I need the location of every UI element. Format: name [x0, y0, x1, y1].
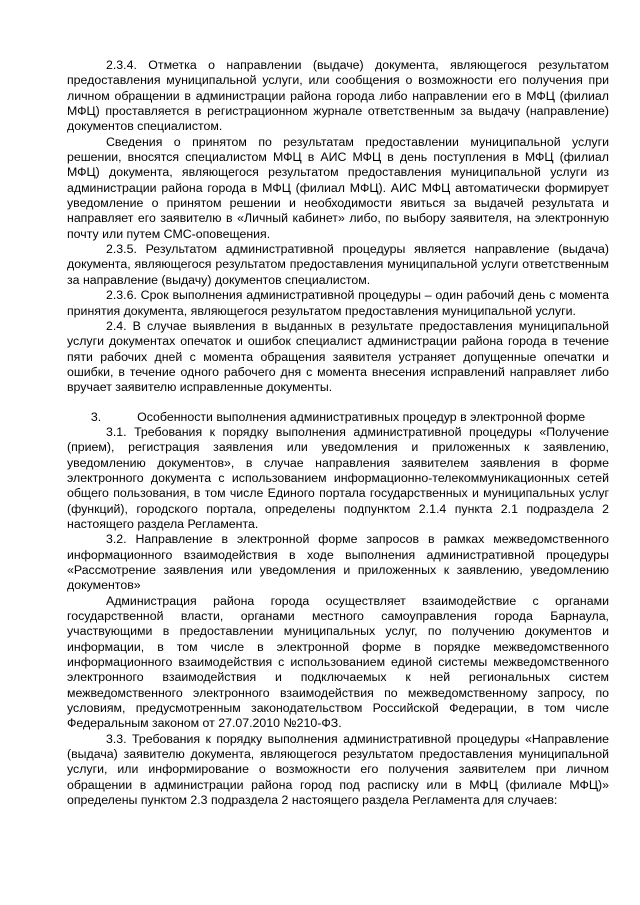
section-heading [67, 410, 609, 425]
document-page [67, 58, 609, 809]
paragraph-3-1: 3.1. Требования к порядку выполнения административной процедуры «Получение (прием), регистрация заявления или уведомления и приложенных к заявлению, уведомлению документов», в случае направления заявителем заявления в форме электронного документа с использованием информационно-телекоммуникационных сетей общего пользования, в том числе Единого портала государственных и муниципальных услуг (функций), городского портала, определены подпунктом 2.1.4 пункта 2.1 подраздела 2 настоящего раздела Регламента. [67, 424, 609, 531]
paragraph-decision-info: Сведения о принятом по результатам предоставлении муниципальной услуги решении, вносятся специалистом МФЦ в АИС МФЦ в день поступления в МФЦ (филиал МФЦ) документа, являющегося результатом предоставления муниципальной услуги из администрации района города в МФЦ (филиал МФЦ). АИС МФЦ автоматически формирует уведомление о принятом решении и необходимости явиться за выдачей результата и направляет его заявителю в «Личный кабинет» либо, по выбору заявителя, на электронную почту или путем СМС-оповещения. [67, 134, 609, 241]
section-number: 3. [90, 409, 102, 424]
paragraph-interaction: Администрация района города осуществляет взаимодействие с органами государственной власти, органами местного самоуправления города Барнаула, участвующими в предоставлении муниципальных услуг, по получению документов и информации, в том числе в электронной форме в порядке межведомственного информационного взаимодействия с использованием единой системы межведомственного электронного взаимодействия и подключаемых к ней региональных систем межведомственного электронного взаимодействия по межведомственному запросу, по условиям, предусмотренным законодательством Российской Федерации, в том числе Федеральным законом от 27.07.2010 №210-ФЗ. [67, 593, 609, 731]
paragraph-2-4: 2.4. В случае выявления в выданных в результате предоставления муниципальной услуги документах опечаток и ошибок специалист администрации района города в течение пяти рабочих дней с момента обращения заявителя устраняет допущенные опечатки и ошибки, в течение одного рабочего дня с момента внесения исправлений направляет либо вручает заявителю исправленные документы. [67, 318, 609, 395]
paragraph-2-3-6: 2.3.6. Срок выполнения административной процедуры – один рабочий день с момента принятия документа, являющегося результатом предоставления муниципальной услуги. [67, 288, 609, 318]
paragraph-2-3-5: 2.3.5. Результатом административной процедуры является направление (выдача) документа, являющегося результатом предоставления муниципальной услуги ответственным за направление (выдачу) документов специалистом. [67, 242, 609, 287]
section-title: Особенности выполнения административных процедур в электронной форме [137, 409, 586, 424]
paragraph-2-3-4: 2.3.4. Отметка о направлении (выдаче) документа, являющегося результатом предоставления муниципальной услуги, или сообщения о возможности его получения при личном обращении в администрации района города либо направлении его в МФЦ (филиал МФЦ) проставляется в регистрационном журнале ответственным за выдачу (направление) документов специалистом. [67, 58, 609, 134]
paragraph-3-2: 3.2. Направление в электронной форме запросов в рамках межведомственного информационного взаимодействия в ходе выполнения административной процедуры «Рассмотрение заявления или уведомления и приложенных к заявлению, уведомлению документов» [67, 532, 609, 593]
paragraph-3-3: 3.3. Требования к порядку выполнения административной процедуры «Направление (выдача) заявителю документа, являющегося результатом предоставления муниципальной услуги, или информирование о возможности его получения заявителем при личном обращении в администрации района город под расписку или в МФЦ (филиале МФЦ)» определены пунктом 2.3 подраздела 2 настоящего раздела Регламента для случаев: [67, 731, 609, 808]
